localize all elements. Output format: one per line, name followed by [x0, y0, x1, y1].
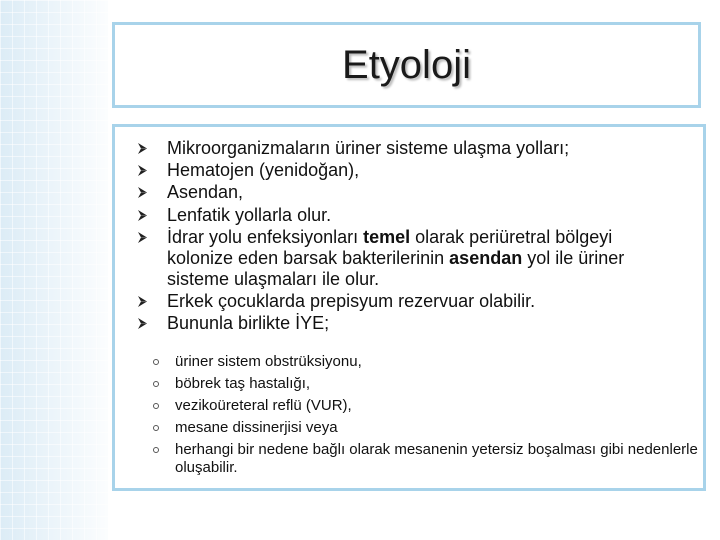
- sub-bullet-text: vezikoüreteral reflü (VUR),: [175, 397, 352, 414]
- sub-bullet-text: üriner sistem obstrüksiyonu,: [175, 353, 362, 370]
- bullet-list: [137, 138, 682, 335]
- arrow-bullet-icon: [137, 165, 148, 176]
- arrow-bullet-icon: [137, 187, 148, 198]
- grid-background-fade: [0, 0, 108, 540]
- ring-bullet-icon: [153, 403, 159, 409]
- arrow-bullet-icon: [137, 143, 148, 154]
- arrow-bullet-icon: [137, 318, 148, 329]
- bullet-text-part: yol ile üriner sisteme ulaşmaları ile olur.: [167, 247, 625, 289]
- content-panel: [112, 124, 706, 491]
- sub-bullet-item: [152, 353, 702, 371]
- ring-bullet-icon: [153, 359, 159, 365]
- arrow-bullet-icon: [137, 296, 148, 307]
- bullet-text: Lenfatik yollarla olur.: [167, 204, 332, 225]
- bullet-text: Mikroorganizmaların üriner sisteme ulaşma yolları;: [167, 138, 570, 158]
- sub-bullet-item: [152, 419, 702, 437]
- ring-bullet-icon: [153, 425, 159, 431]
- bullet-item: [137, 138, 682, 159]
- bullet-text: Bununla birlikte İYE;: [167, 313, 330, 334]
- title-panel: [112, 22, 701, 108]
- bullet-text-part: olarak periüretral bölgeyi kolonize eden barsak bakterilerinin: [167, 226, 613, 268]
- bullet-item: [137, 182, 682, 203]
- sub-bullet-item: [152, 375, 702, 393]
- bullet-item: [137, 291, 682, 312]
- bullet-item: [137, 160, 682, 181]
- bullet-item: [137, 205, 682, 226]
- sub-bullet-text: herhangi bir nedene bağlı olarak mesanenin yetersiz boşalması gibi nedenlerle oluşabilir.: [175, 441, 698, 476]
- bullet-text: Hematojen (yenidoğan),: [167, 160, 360, 181]
- bullet-bold-term: asendan: [449, 247, 523, 268]
- bullet-text: Asendan,: [167, 182, 244, 203]
- sub-bullet-text: mesane dissinerjisi veya: [175, 419, 338, 436]
- ring-bullet-icon: [153, 381, 159, 387]
- sub-bullet-text: böbrek taş hastalığı,: [175, 375, 311, 392]
- ring-bullet-icon: [153, 447, 159, 453]
- bullet-item: [137, 313, 682, 334]
- slide-title: Etyoloji: [342, 42, 471, 87]
- arrow-bullet-icon: [137, 232, 148, 243]
- bullet-bold-term: temel: [363, 226, 411, 247]
- bullet-text-part: İdrar yolu enfeksiyonları: [167, 226, 364, 247]
- arrow-bullet-icon: [137, 210, 148, 221]
- sub-bullet-item: [152, 397, 702, 415]
- bullet-text: Erkek çocuklarda prepisyum rezervuar olabilir.: [167, 290, 536, 311]
- bullet-item: [137, 227, 682, 290]
- sub-bullet-list: [152, 353, 702, 481]
- sub-bullet-item: [152, 441, 702, 477]
